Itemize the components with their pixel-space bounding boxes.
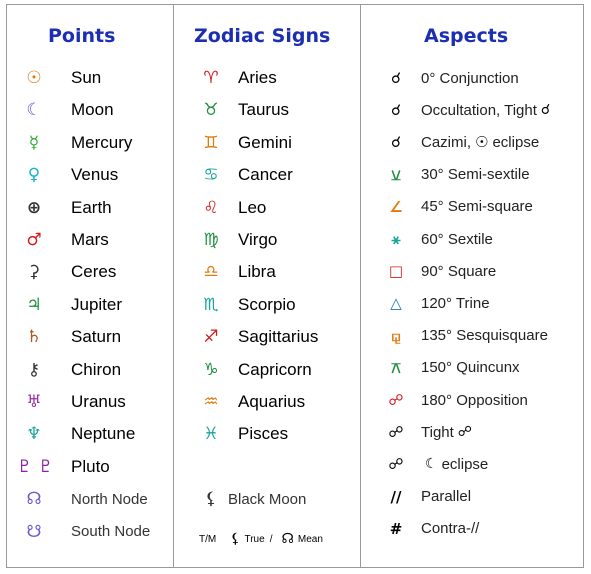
aspect-row: [383, 513, 479, 545]
sign-label: Taurus: [238, 100, 290, 120]
sign-label: Gemini: [238, 132, 292, 152]
points-header: Points: [48, 25, 116, 47]
sign-symbol-icon: ♌: [203, 197, 219, 218]
tm-prefix: T/M: [199, 533, 217, 545]
point-label: Moon: [71, 100, 114, 120]
black-moon-label: Black Moon: [228, 490, 307, 508]
aspect-symbol-icon: ☌: [390, 133, 402, 152]
point-label: Ceres: [71, 262, 117, 282]
point-symbol-icon: ☉: [26, 68, 42, 88]
point-label: Pluto: [71, 456, 110, 476]
sign-label: Scorpio: [238, 294, 296, 314]
point-symbol-icon: ☿: [28, 132, 40, 153]
sign-label: Libra: [238, 262, 276, 282]
aspect-tail-icon: ☾: [425, 456, 438, 473]
aspects-header: Aspects: [424, 25, 509, 47]
point-row: [17, 451, 110, 483]
point-label: Sun: [71, 68, 102, 87]
point-symbol-icon: ☾: [26, 100, 42, 121]
aspect-symbol-icon: ☍: [388, 455, 404, 474]
aspect-row: [383, 159, 530, 191]
sign-row: [194, 192, 266, 224]
tm-separator: /: [269, 533, 273, 545]
aspect-label: Occultation, Tight: [421, 101, 537, 119]
point-label: South Node: [71, 523, 151, 541]
sign-symbol-icon: ♑: [203, 359, 219, 380]
aspect-label: 60° Sextile: [421, 230, 493, 248]
black-moon-icon: ⚸: [204, 489, 218, 509]
aspect-row: [383, 94, 554, 126]
black-moon-row: [194, 483, 306, 515]
true-label: True: [244, 533, 265, 545]
point-row: [17, 192, 112, 224]
eclipse-label: eclipse: [441, 455, 489, 473]
sign-label: Sagittarius: [238, 327, 319, 347]
sign-label: Virgo: [238, 230, 278, 249]
aspect-label: Parallel: [421, 488, 472, 506]
aspect-symbol-icon: △: [390, 294, 402, 313]
tm-row: [199, 523, 323, 555]
point-row: [17, 94, 114, 126]
aspect-row: [383, 223, 493, 255]
aspect-label: 0° Conjunction: [421, 69, 519, 87]
sign-symbol-icon: ♉: [203, 100, 219, 121]
point-label: Jupiter: [71, 294, 123, 314]
sign-label: Aquarius: [238, 392, 306, 411]
aspect-row: [383, 481, 471, 513]
aspect-symbol-icon: □: [388, 262, 404, 281]
sign-row: [194, 289, 296, 321]
aspect-row: [383, 255, 496, 287]
aspect-label: Tight: [421, 423, 454, 441]
aspect-label: 150° Quincunx: [421, 359, 520, 377]
aspect-label: 45° Semi-square: [421, 198, 533, 216]
aspect-symbol-icon: ☍: [388, 423, 404, 442]
sign-label: Pisces: [238, 424, 289, 444]
point-label: Mercury: [71, 132, 133, 152]
point-symbol-icon: ♀: [27, 165, 41, 186]
aspect-row: [383, 191, 533, 223]
legend-table: [6, 4, 584, 568]
point-label: Venus: [71, 165, 119, 185]
point-row: [17, 289, 122, 321]
point-symbol-icon: ♇ ♇: [17, 456, 54, 477]
point-symbol-icon: ♃: [26, 294, 42, 315]
sign-row: [194, 127, 292, 159]
aspect-row: [383, 384, 528, 416]
sign-row: [194, 159, 293, 191]
point-row: [17, 224, 109, 256]
sign-row: [194, 386, 305, 418]
sign-symbol-icon: ♒: [203, 392, 219, 412]
sign-row: [194, 354, 312, 386]
aspect-symbol-icon: ∠: [389, 197, 403, 216]
point-label: Neptune: [71, 424, 136, 444]
point-row: [17, 516, 150, 548]
sign-symbol-icon: ♎: [203, 262, 219, 283]
sign-label: Cancer: [238, 165, 293, 185]
point-symbol-icon: ⊕: [26, 197, 42, 218]
point-symbol-icon: ♄: [26, 327, 42, 348]
mean-label: Mean: [297, 533, 323, 545]
sign-row: [194, 62, 277, 94]
aspect-symbol-icon: ☌: [390, 69, 402, 87]
point-label: Mars: [71, 230, 109, 249]
point-symbol-icon: ☋: [26, 521, 42, 542]
aspect-symbol-icon: ⚹: [391, 230, 401, 248]
sign-symbol-icon: ♍: [203, 230, 219, 250]
aspect-symbol-icon: ⚻: [391, 358, 401, 377]
sign-row: [194, 321, 318, 353]
sign-label: Capricorn: [238, 359, 312, 379]
aspect-row: [383, 287, 490, 319]
aspect-row: [383, 448, 488, 480]
aspect-label: 30° Semi-sextile: [421, 166, 530, 184]
aspect-symbol-icon: ☌: [390, 101, 402, 120]
aspect-symbol-icon: #: [389, 519, 403, 538]
aspect-row: [383, 416, 476, 448]
aspect-symbol-icon: //: [390, 487, 402, 506]
black-moon-small-icon: ⚸: [230, 531, 241, 547]
sign-row: [194, 94, 289, 126]
signs-header: Zodiac Signs: [194, 25, 331, 47]
eclipse-label: eclipse: [492, 133, 540, 151]
aspect-tail-icon: ☍: [457, 424, 472, 441]
column-divider: [173, 5, 174, 567]
point-symbol-icon: ☊: [26, 489, 42, 510]
sign-symbol-icon: ♓: [203, 424, 219, 445]
sign-label: Leo: [238, 197, 267, 217]
point-symbol-icon: ♂: [26, 230, 42, 250]
point-row: [17, 386, 126, 418]
point-row: [17, 127, 132, 159]
sign-row: [194, 256, 276, 288]
point-label: Saturn: [71, 327, 122, 347]
point-symbol-icon: ♅: [26, 392, 42, 412]
sign-row: [194, 418, 288, 450]
sign-symbol-icon: ♈: [203, 68, 219, 88]
point-label: Earth: [71, 197, 112, 217]
column-divider: [360, 5, 361, 567]
aspect-row: [383, 62, 519, 94]
sign-symbol-icon: ♏: [203, 294, 219, 315]
point-symbol-icon: ⚳: [27, 262, 41, 283]
point-symbol-icon: ⚷: [27, 359, 41, 380]
point-label: Chiron: [71, 359, 122, 379]
sign-symbol-icon: ♋: [203, 165, 219, 186]
point-row: [17, 159, 118, 191]
sign-label: Aries: [238, 68, 277, 87]
aspect-row: [383, 126, 539, 158]
sign-symbol-icon: ♐: [203, 327, 219, 348]
sign-symbol-icon: ♊: [203, 132, 219, 153]
aspect-symbol-icon: ⚺: [391, 165, 401, 184]
point-row: [17, 256, 116, 288]
point-label: Uranus: [71, 392, 126, 411]
aspect-label: Contra-//: [421, 520, 480, 538]
point-row: [17, 418, 135, 450]
point-row: [17, 321, 121, 353]
aspect-label: 90° Square: [421, 262, 497, 280]
aspect-row: [383, 320, 548, 352]
sign-row: [194, 224, 277, 256]
aspect-label: 120° Trine: [421, 294, 490, 312]
point-row: [17, 483, 148, 515]
aspect-symbol-icon: ⚼: [390, 326, 402, 345]
sun-inline-icon: ☉: [475, 133, 489, 152]
point-row: [17, 354, 121, 386]
aspect-label: 180° Opposition: [421, 391, 528, 409]
node-small-icon: ☊: [281, 531, 294, 547]
aspect-label: 135° Sesquisquare: [421, 327, 548, 345]
point-symbol-icon: ♆: [26, 424, 42, 445]
aspect-tail-icon: ☌: [540, 102, 551, 119]
aspect-label: Cazimi,: [421, 133, 472, 151]
aspect-row: [383, 352, 520, 384]
aspect-symbol-icon: ☍: [388, 391, 404, 409]
point-row: [17, 62, 101, 94]
point-label: North Node: [71, 490, 148, 508]
